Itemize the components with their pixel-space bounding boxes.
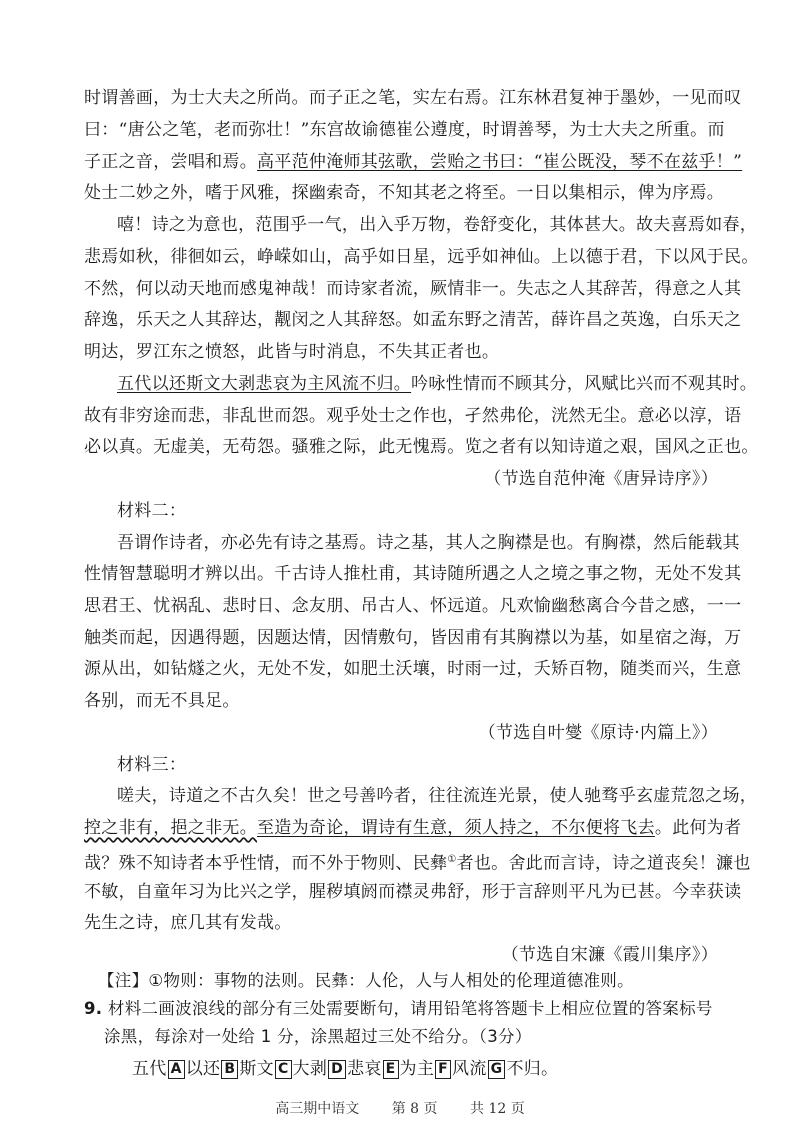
phrase-segment: 风流 (452, 1059, 487, 1079)
text-line: 辞逸，乐天之人其辞达，觏闵之人其辞怒。如孟东野之清苦，薛许昌之英逸，白乐天之 (84, 310, 742, 330)
underlined-sentence: 五代以还斯文大剥悲哀为主风流不归。 (117, 374, 412, 394)
phrase-segment: 悲哀 (347, 1059, 382, 1079)
text-line: 明达，罗江东之愤怒，此皆与时消息，不失其正者也。 (84, 342, 500, 362)
answer-box-d[interactable]: D (328, 1060, 346, 1079)
text-line: 触类而起，因遇得题，因题达情，因情敷句，皆因甫有其胸襟以为基，如星宿之海，万 (84, 628, 742, 648)
source-citation: （节选自叶燮《原诗·内篇上》） (478, 723, 718, 743)
text-segment: 者也。舍此而言诗，诗之道丧矣！濂也 (456, 853, 751, 874)
text-line: 源从出，如钻燧之火，无处不发，如肥土沃壤，时雨一过，夭矫百物，随类而兴，生意 (84, 659, 742, 679)
phrase-segment: 以还 (185, 1059, 221, 1079)
answer-box-f[interactable]: F (435, 1060, 451, 1079)
text-line (84, 816, 742, 840)
answer-box-a[interactable]: A (168, 1060, 185, 1079)
footnote: 【注】①物则：事物的法则。民彝：人伦，人与人相处的伦理道德准则。 (98, 971, 634, 990)
text-line: 时谓善画，为士大夫之所尚。而子正之笔，实左右焉。江东林君复神于墨妙，一见而叹 (84, 88, 742, 108)
question-9-line1 (84, 997, 744, 1021)
text-line: 悲焉如秋，徘徊如云，峥嵘如山，高乎如日星，远乎如神仙。上以德于君，下以风于民。 (84, 247, 759, 267)
segmentation-answer-line (132, 1057, 732, 1081)
footnote-marker: ① (447, 854, 457, 865)
question-text: 材料二画波浪线的部分有三处需要断句，请用铅笔将答题卡上相应位置的答案标号 (107, 999, 713, 1018)
phrase-segment: 五代 (132, 1059, 167, 1079)
text-line: 故有非穷途而悲，非乱世而怨。观乎处士之作也，孑然弗伦，洸然无尘。意必以淳，语 (84, 406, 742, 426)
page-footer (0, 1098, 800, 1118)
footer-page-number: 第 8 页 (391, 1101, 438, 1117)
footer-subject: 高三期中语文 (275, 1101, 360, 1117)
text-line: 处士二妙之外，嗜于风雅，探幽索奇，不知其老之将至。一日以集相示，俾为序焉。 (84, 183, 725, 203)
text-segment: 子正之音，尝唱和焉。 (84, 152, 257, 172)
text-line: 必以真。无虚美，无苟怨。骚雅之际，此无愧焉。览之者有以知诗道之艰，国风之正也。 (84, 437, 759, 457)
paragraph-start (117, 372, 758, 396)
text-segment: 。此何为者 (654, 818, 742, 838)
text-segment: 吟咏性情而不顾其分，风赋比兴而不观其时。 (411, 374, 758, 394)
material-heading: 材料三： (117, 755, 187, 775)
text-segment: 哉？殊不知诗者本乎性情，而不外于物则、民彝 (84, 853, 448, 874)
paragraph-start: 吾谓作诗者，亦必先有诗之基焉。诗之基，其人之胸襟是也。有胸襟，然后能载其 (117, 533, 740, 553)
source-citation: （节选自宋濂《霞川集序》） (501, 945, 718, 965)
underlined-sentence: 高平范仲淹师其弦歌，尝贻之书曰：“崔公既没，琴不在兹乎！” (257, 152, 743, 172)
phrase-segment: 为主 (399, 1059, 435, 1079)
question-number: 9. (84, 999, 103, 1018)
text-line: 思君王、忧祸乱、悲时日、念友朋、吊古人、怀远道。凡欢愉幽愁离合今昔之感，一一 (84, 596, 742, 616)
answer-box-c[interactable]: C (275, 1060, 292, 1079)
wavy-underlined-phrase: 控之非有，挹之非无。 (84, 818, 257, 838)
text-line (84, 848, 751, 876)
phrase-segment: 大剥 (292, 1059, 328, 1079)
answer-box-b[interactable]: B (221, 1060, 238, 1079)
paragraph-start: 嗟夫，诗道之不古久矣！世之号善吟者，往往流连光景，使人驰骛乎玄虚荒忽之场， (117, 786, 758, 806)
material-heading: 材料二： (117, 501, 187, 521)
text-line: 曰：“唐公之笔，老而弥壮！”东宫故谕德崔公遵度，时谓善琴，为士大夫之所重。而 (84, 120, 725, 140)
phrase-segment: 斯文 (239, 1059, 274, 1079)
underlined-sentence: 至造为奇论，谓诗有生意，须人持之，不尔便将飞去 (257, 818, 655, 838)
question-9-line2: 涂黑，每涂对一处给 1 分，涂黑超过三处不给分。（3分） (104, 1027, 532, 1046)
text-line: 不敏，自童年习为比兴之学，腥秽填阏而襟灵弗舒，形于言辞则平凡为已甚。今幸获读 (84, 882, 742, 902)
text-line: 不然，何以动天地而感鬼神哉！而诗家者流，厥情非一。失志之人其辞苦，得意之人其 (84, 279, 742, 299)
answer-box-g[interactable]: G (488, 1060, 506, 1079)
source-citation: （节选自范仲淹《唐异诗序》） (484, 469, 718, 489)
paragraph-start: 嘻！诗之为意也，范围乎一气，出入乎万物，卷舒变化，其体甚大。故夫喜焉如春， (117, 215, 758, 235)
text-line: 先生之诗，庶几其有发哉。 (84, 913, 292, 933)
phrase-segment: 不归。 (506, 1059, 559, 1079)
footer-total-pages: 共 12 页 (470, 1101, 525, 1117)
text-line (84, 150, 743, 174)
answer-box-e[interactable]: E (383, 1060, 399, 1079)
text-line: 各别，而无不具足。 (84, 691, 240, 711)
text-line: 性情智慧聪明才辨以出。千古诗人推杜甫，其诗随所遇之人之境之事之物，无处不发其 (84, 564, 742, 584)
